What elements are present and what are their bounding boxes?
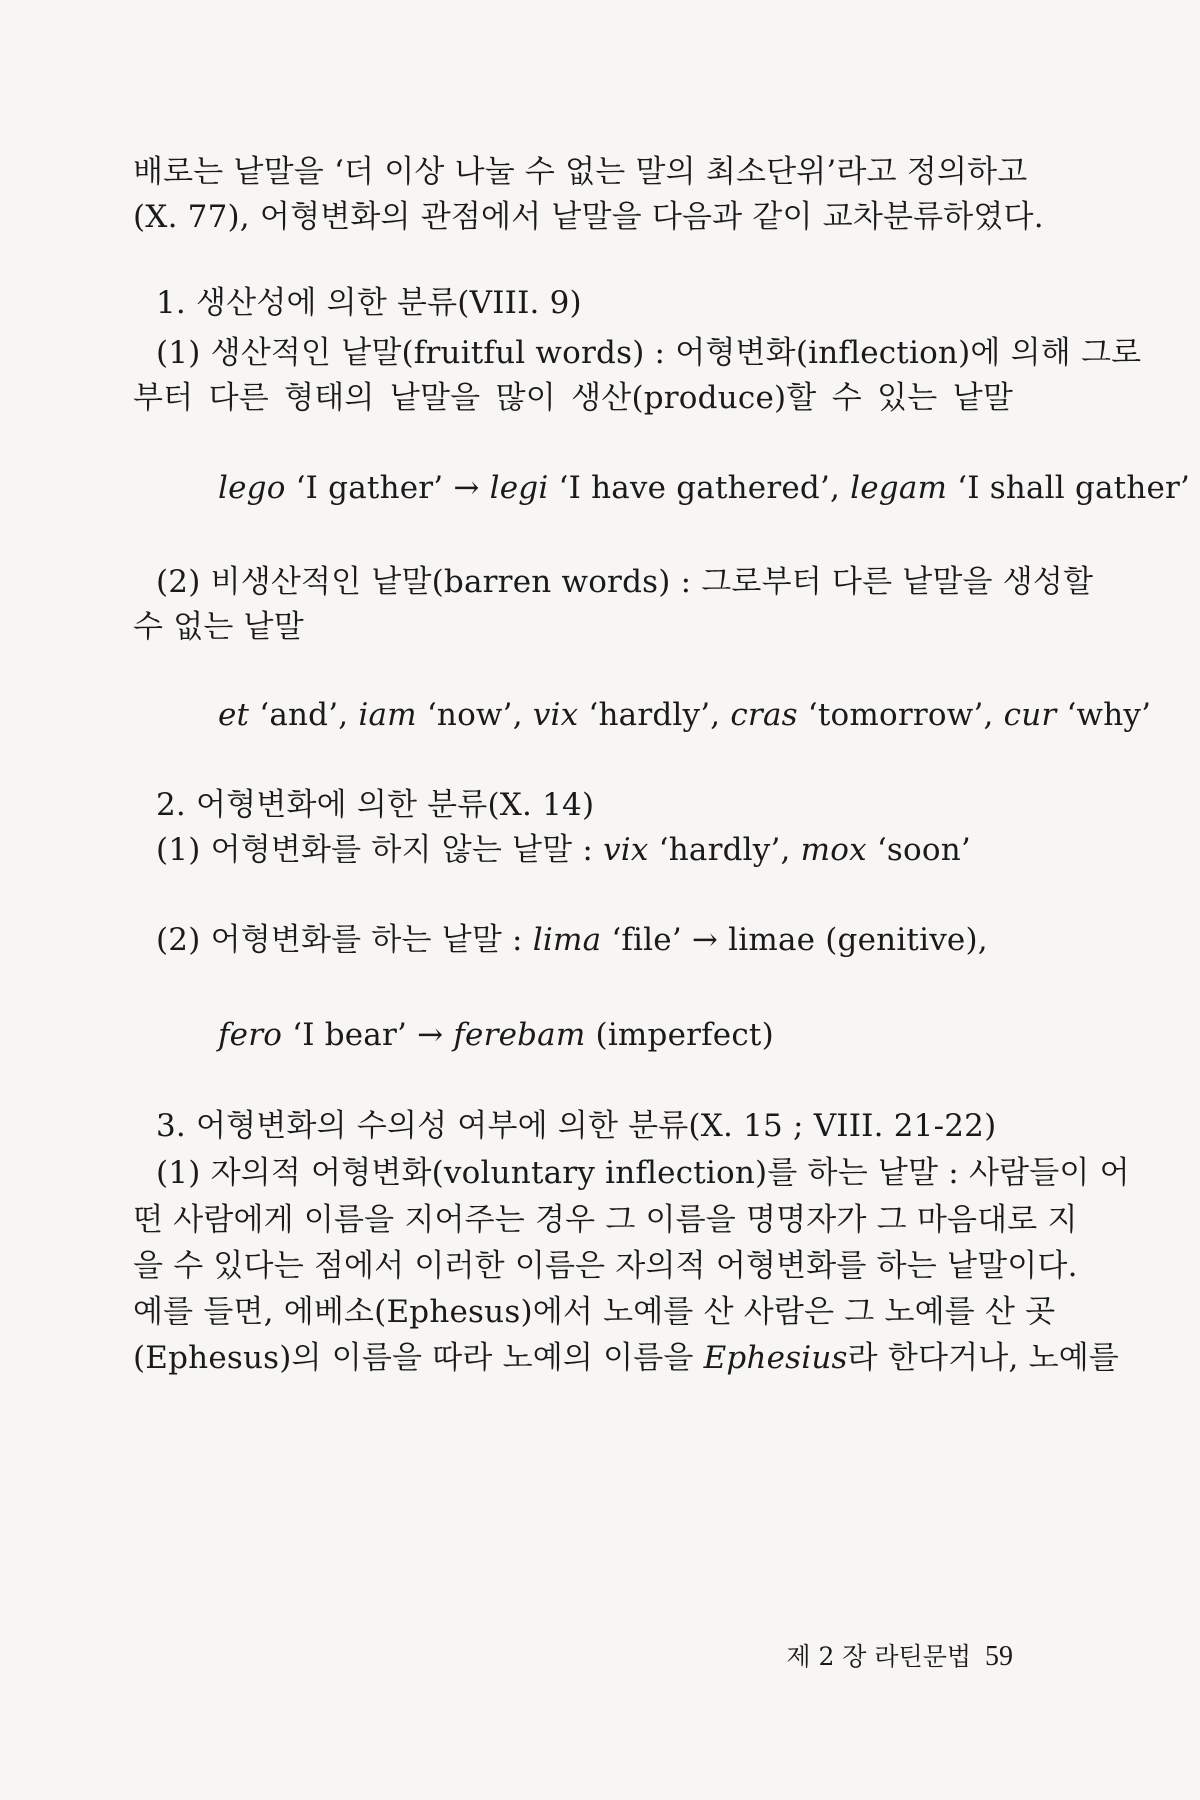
latin-word: legi xyxy=(489,470,549,506)
section-heading: 1. 생산성에 의한 분류(VIII. 9) xyxy=(156,285,582,321)
text-run: (1) 어형변화를 하지 않는 낱말 : xyxy=(156,832,604,868)
page-number: 59 xyxy=(985,1641,1013,1672)
section-heading: 3. 어형변화의 수의성 여부에 의한 분류(X. 15 ; VIII. 21-22) xyxy=(156,1108,997,1144)
text-line: 배로는 낱말을 ‘더 이상 나눌 수 없는 말의 최소단위’라고 정의하고 xyxy=(133,154,1028,190)
text-line xyxy=(133,1338,1120,1378)
latin-word: mox xyxy=(800,832,867,868)
latin-word: legam xyxy=(850,470,948,506)
latin-word: fero xyxy=(218,1017,283,1053)
latin-word: cras xyxy=(730,697,798,733)
text-run: ‘tomorrow’, xyxy=(797,697,1004,733)
text-line: (X. 77), 어형변화의 관점에서 낱말을 다음과 같이 교차분류하였다. xyxy=(133,199,1044,235)
page-footer xyxy=(0,1640,1013,1674)
text-run: (imperfect) xyxy=(585,1017,774,1053)
latin-word: lego xyxy=(218,470,286,506)
text-run: ‘file’ → limae (genitive), xyxy=(601,922,988,958)
text-run: 라 한다거나, 노예를 xyxy=(847,1340,1120,1376)
example-line xyxy=(218,468,1191,508)
text-line xyxy=(156,920,1013,960)
latin-word: vix xyxy=(532,697,579,733)
text-line: (1) 생산적인 낱말(fruitful words) : 어형변화(inflection)에 의해 그로 xyxy=(156,335,1142,371)
latin-word: Ephesius xyxy=(703,1340,848,1376)
text-line: 부터 다른 형태의 낱말을 많이 생산(produce)할 수 있는 낱말 xyxy=(133,380,1013,416)
text-run: ‘why’ xyxy=(1056,697,1152,733)
text-run: (Ephesus)의 이름을 따라 노예의 이름을 xyxy=(133,1340,704,1376)
latin-word: et xyxy=(218,697,250,733)
section-heading: 2. 어형변화에 의한 분류(X. 14) xyxy=(156,787,595,823)
text-run: ‘I have gathered’, xyxy=(548,470,851,506)
text-line: (2) 비생산적인 낱말(barren words) : 그로부터 다른 낱말을 생성할 xyxy=(156,564,1094,600)
latin-word: lima xyxy=(532,922,602,958)
text-run: ‘I bear’ → xyxy=(282,1017,454,1053)
text-run: ‘hardly’, xyxy=(578,697,731,733)
text-run: ‘and’, xyxy=(249,697,359,733)
text-run: (2) 어형변화를 하는 낱말 : xyxy=(156,922,533,958)
text-run: ‘now’, xyxy=(416,697,533,733)
text-run: ‘I gather’ → xyxy=(285,470,490,506)
text-line: 예를 들면, 에베소(Ephesus)에서 노예를 산 사람은 그 노예를 산 곳 xyxy=(133,1294,1056,1330)
latin-word: cur xyxy=(1003,697,1057,733)
text-run: ‘I shall gather’ xyxy=(947,470,1191,506)
chapter-label: 제 2 장 라틴문법 xyxy=(786,1642,971,1671)
text-line: 수 없는 낱말 xyxy=(133,609,304,645)
latin-word: iam xyxy=(358,697,417,733)
text-line xyxy=(156,830,1013,870)
text-line: 떤 사람에게 이름을 지어주는 경우 그 이름을 명명자가 그 마음대로 지 xyxy=(133,1202,1078,1238)
text-line: 을 수 있다는 점에서 이러한 이름은 자의적 어형변화를 하는 낱말이다. xyxy=(133,1248,1078,1284)
text-run: ‘soon’ xyxy=(866,832,971,868)
latin-word: vix xyxy=(603,832,649,868)
latin-word: ferebam xyxy=(453,1017,586,1053)
text-run: ‘hardly’, xyxy=(648,832,801,868)
text-line: (1) 자의적 어형변화(voluntary inflection)를 하는 낱말 : 사람들이 어 xyxy=(156,1155,1130,1191)
example-line xyxy=(218,695,1152,735)
example-line xyxy=(218,1015,1013,1055)
